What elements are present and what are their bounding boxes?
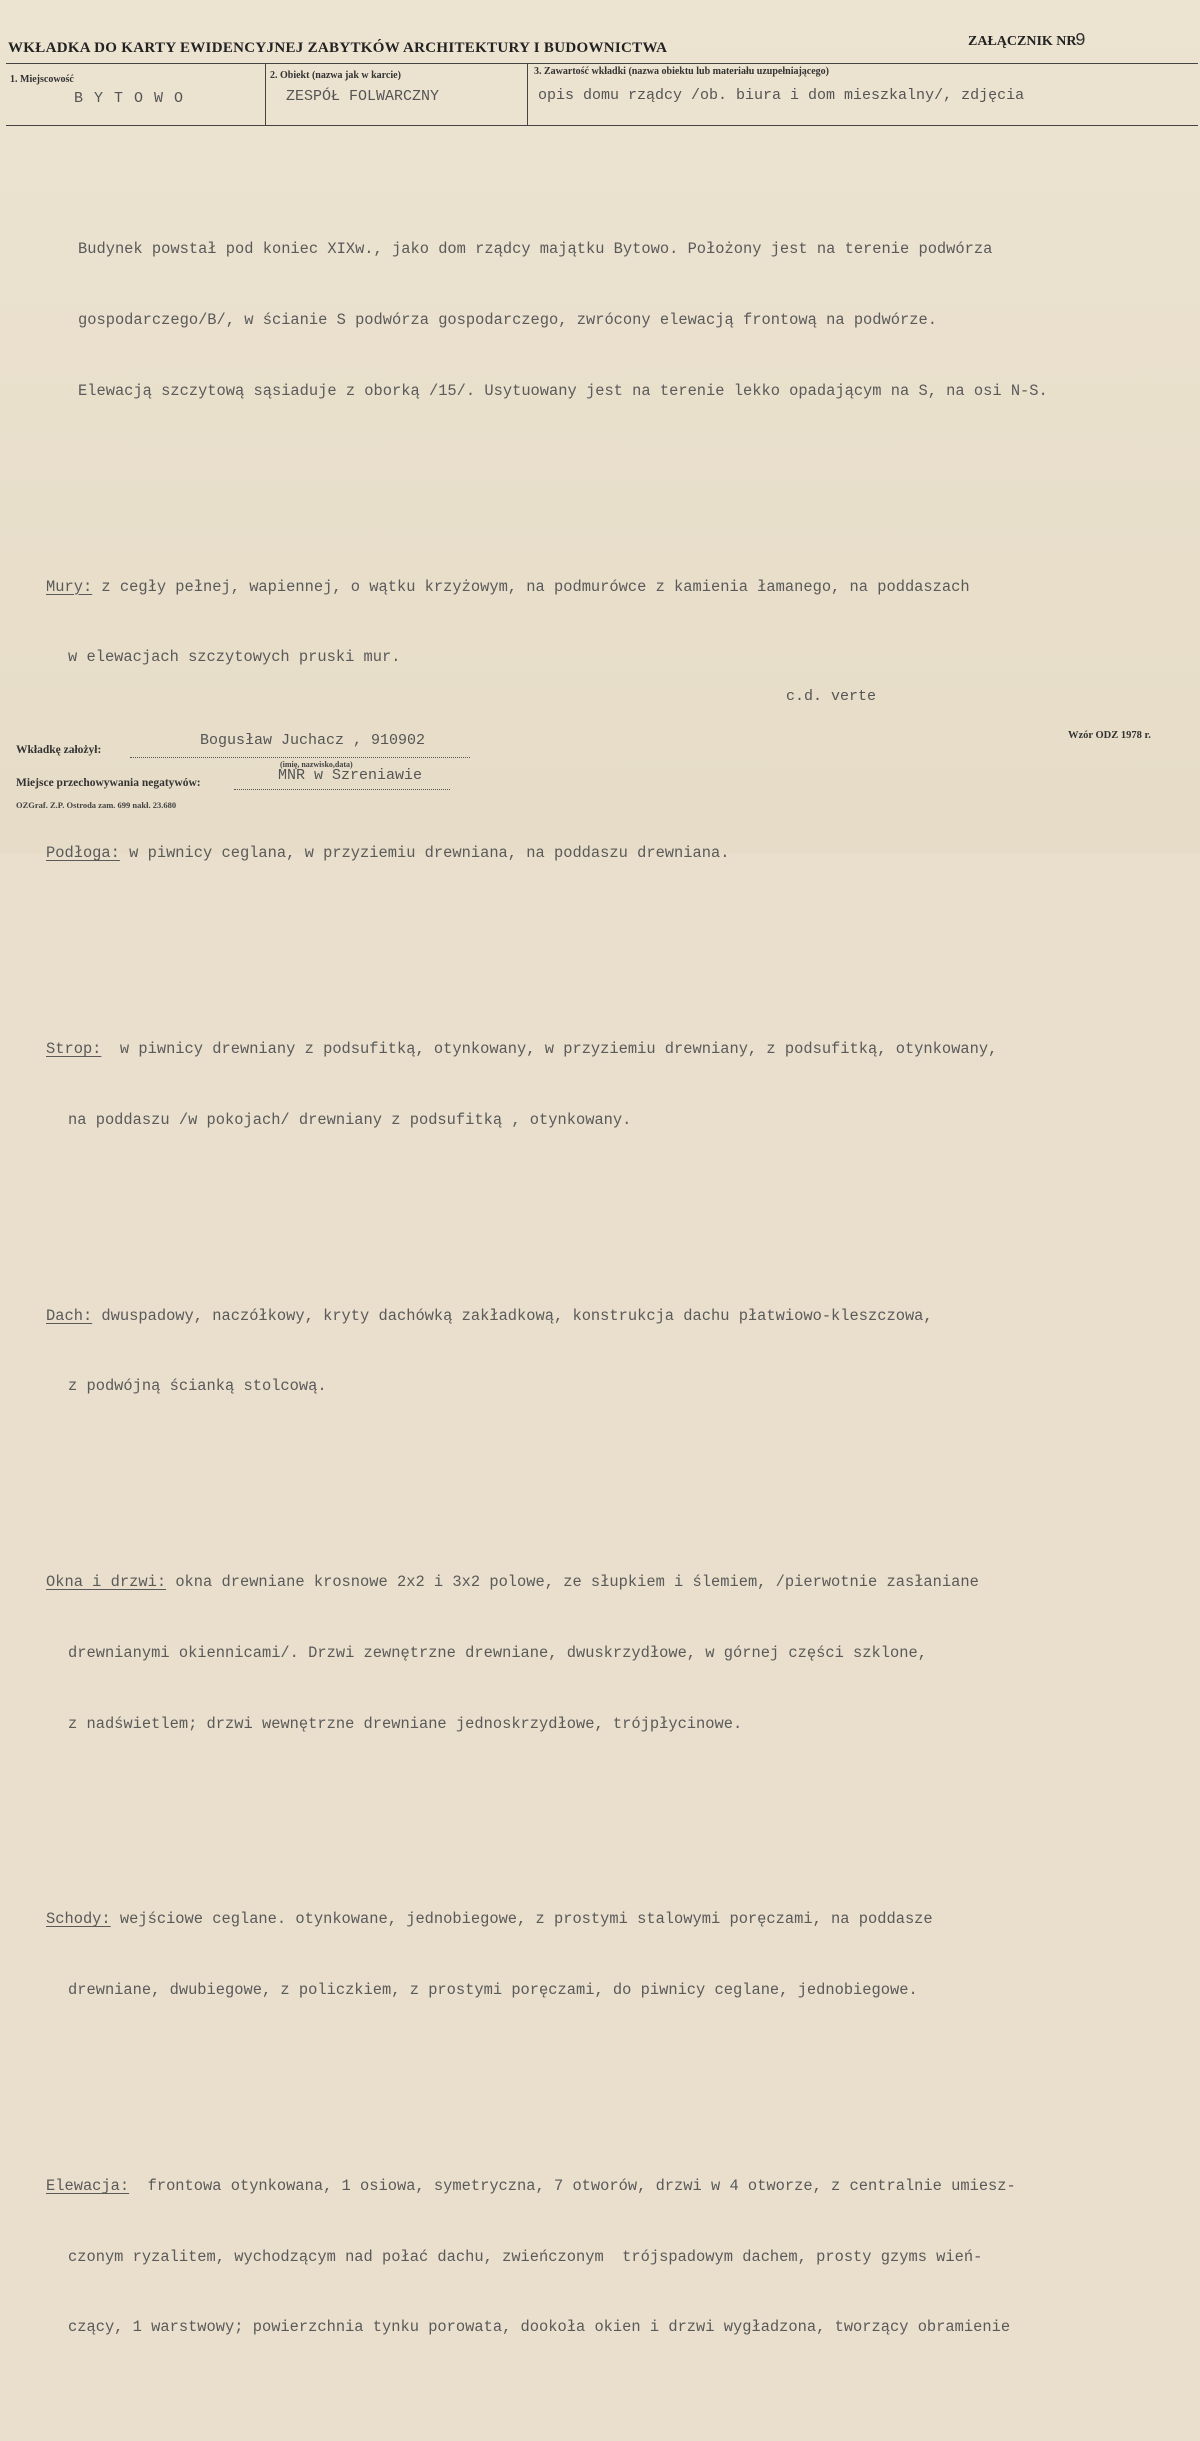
section-floor	[46, 795, 1186, 913]
header-rule-top	[6, 63, 1198, 64]
created-by-value: Bogusław Juchacz , 910902	[200, 732, 426, 749]
section-label: Elewacja:	[46, 2176, 130, 2195]
section-label: Mury:	[46, 577, 93, 596]
section-label: Strop:	[46, 1039, 102, 1058]
form-code: Wzór ODZ 1978 r.	[1068, 730, 1151, 741]
section-windows-doors	[46, 1524, 1186, 1784]
section-line: dwuspadowy, naczółkowy, kryty dachówką zakładkową, konstrukcja dachu płatwiowo-kleszczowa,	[92, 1306, 933, 1325]
contents-value: opis domu rządcy /ob. biura i dom mieszkalny/, zdjęcia	[538, 87, 1025, 104]
section-line: z cegły pełnej, wapiennej, o wątku krzyżowym, na podmurówce z kamienia łamanego, na poddaszach	[92, 577, 970, 596]
section-line: czonym ryzalitem, wychodzącym nad połać dachu, zwieńczonym trójspadowym dachem, prosty gzyms wień-	[68, 2247, 983, 2266]
locality-value: B Y T O W O	[74, 90, 185, 107]
section-label: Okna i drzwi:	[46, 1573, 167, 1592]
printer-imprint: OZGraf. Z.P. Ostroda zam. 699 nakł. 23.680	[16, 800, 177, 810]
description-body	[46, 144, 1186, 2441]
section-label: Dach:	[46, 1306, 93, 1325]
locality-label: 1. Miejscowość	[10, 74, 74, 85]
section-line: drewniane, dwubiegowe, z policzkiem, z prostymi poręczami, do piwnicy ceglane, jednobiegowe.	[68, 1981, 918, 2000]
section-line: z nadświetlem; drzwi wewnętrzne drewniane jednoskrzydłowe, trójpłycinowe.	[68, 1714, 743, 1733]
created-by-hint: (imię, nazwisko,data)	[280, 760, 353, 769]
annex-label: ZAŁĄCZNIK NR	[968, 34, 1077, 49]
object-value: ZESPÓŁ FOLWARCZNY	[286, 88, 440, 105]
contents-label: 3. Zawartość wkładki (nazwa obiektu lub materiału uzupełniającego)	[534, 66, 830, 77]
intro-line: Elewacją szczytową sąsiaduje z oborką /15/. Usytuowany jest na terenie lekko opadającym na S, na osi N-S.	[78, 381, 1048, 400]
section-elevation	[46, 2128, 1186, 2388]
section-line: w piwnicy ceglana, w przyziemiu drewniana, na poddaszu drewniana.	[119, 844, 730, 863]
section-line: w piwnicy drewniany z podsufitką, otynkowany, w przyziemiu drewniany, z podsufitką, otynkowany,	[101, 1039, 998, 1058]
storage-dotline	[234, 789, 450, 790]
created-by-label: Wkładkę założył:	[16, 744, 102, 756]
continued-note: c.d. verte	[786, 688, 877, 705]
storage-value: MNR w Szreniawie	[278, 767, 423, 784]
header-divider-1	[265, 63, 266, 125]
section-ceiling	[46, 991, 1186, 1180]
section-line: z podwójną ścianką stolcową.	[68, 1377, 327, 1396]
section-line: okna drewniane krosnowe 2x2 i 3x2 polowe, ze słupkiem i ślemiem, /pierwotnie zasłaniane	[166, 1573, 979, 1592]
storage-label: Miejsce przechowywania negatywów:	[16, 777, 201, 789]
header-divider-2	[527, 63, 528, 125]
section-walls	[46, 529, 1186, 718]
header-rule-bottom	[6, 125, 1198, 126]
annex-number: 9	[1075, 31, 1086, 51]
section-line: drewnianymi okiennicami/. Drzwi zewnętrzne drewniane, dwuskrzydłowe, w górnej części szklone,	[68, 1643, 927, 1662]
section-line: w elewacjach szczytowych pruski mur.	[68, 648, 401, 667]
intro-line: Budynek powstał pod koniec XIXw., jako dom rządcy majątku Bytowo. Położony jest na terenie podwórza	[78, 240, 993, 259]
section-line: na poddaszu /w pokojach/ drewniany z podsufitką , otynkowany.	[68, 1110, 632, 1129]
section-stairs	[46, 1861, 1186, 2050]
section-roof	[46, 1257, 1186, 1446]
object-label: 2. Obiekt (nazwa jak w karcie)	[270, 70, 401, 81]
form-title: WKŁADKA DO KARTY EWIDENCYJNEJ ZABYTKÓW ARCHITEKTURY I BUDOWNICTWA	[8, 40, 668, 56]
section-line: wejściowe ceglane. otynkowane, jednobiegowe, z prostymi stalowymi poręczami, na poddasze	[110, 1910, 933, 1929]
intro-paragraph	[46, 191, 1186, 451]
intro-line: gospodarczego/B/, w ścianie S podwórza gospodarczego, zwrócony elewacją frontową na podwórze.	[78, 311, 937, 330]
section-line: frontowa otynkowana, 1 osiowa, symetryczna, 7 otworów, drzwi w 4 otworze, z centralnie umiesz-	[129, 2176, 1016, 2195]
section-label: Schody:	[46, 1910, 111, 1929]
created-by-dotline	[130, 757, 470, 758]
section-line: czący, 1 warstwowy; powierzchnia tynku porowata, dookoła okien i drzwi wygładzona, tworzący obramienie	[68, 2318, 1011, 2337]
section-label: Podłoga:	[46, 844, 120, 863]
